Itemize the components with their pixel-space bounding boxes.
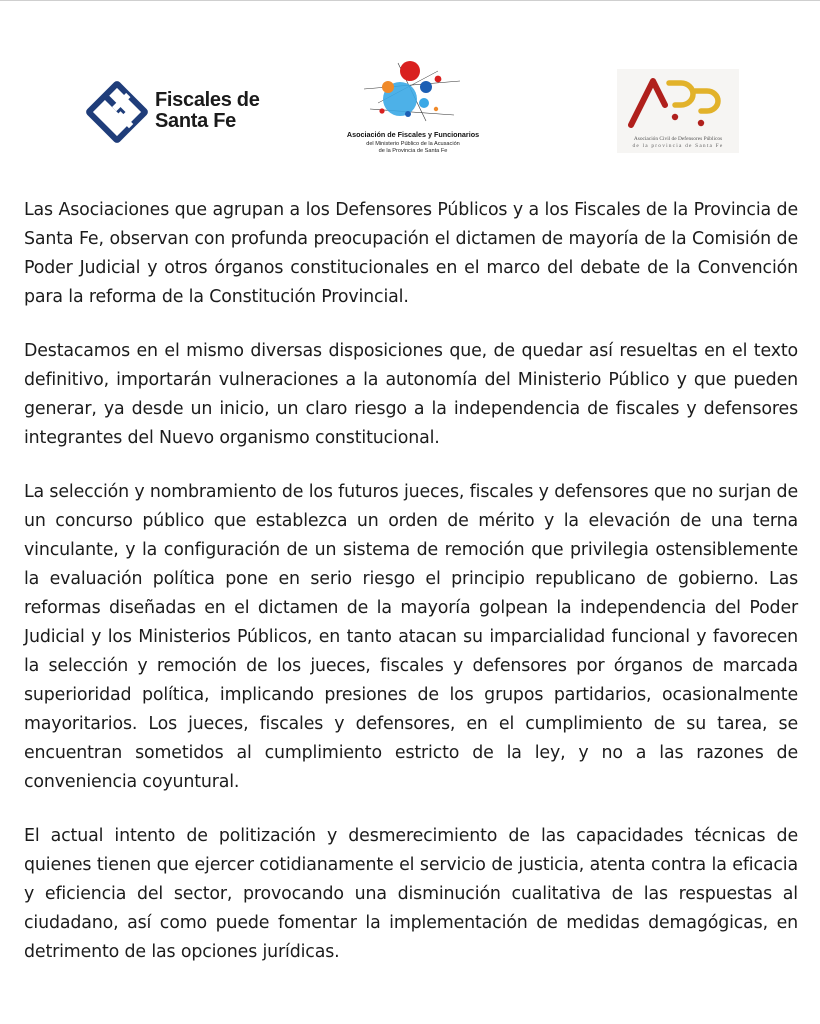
adp-monogram-icon: [623, 73, 733, 131]
asociacion-bubbles-icon: [358, 59, 468, 125]
fiscales-logo-line1: Fiscales de: [155, 89, 260, 111]
asociacion-logo-line2: del Ministerio Público de la Acusación: [366, 141, 460, 147]
fiscales-santa-fe-logo: [86, 81, 276, 141]
statement-body: [24, 196, 798, 992]
logo-header: [0, 55, 820, 165]
top-rule: [0, 0, 820, 1]
fiscales-logo-line2: Santa Fe: [155, 110, 236, 132]
defensores-publicos-logo: [617, 69, 739, 153]
paragraph-3: La selección y nombramiento de los futuros jueces, fiscales y defensores que no surjan de un concurso público que establezca un orden de mérito y la elevación de una terna vinculante, y la configuración de un sistema de remoción que privilegia ostensiblemente la evaluación política pone en serio riesgo el principio republicano de gobierno. Las reformas diseñadas en el dictamen de la mayoría golpean la independencia del Poder Judicial y los Ministerios Públicos, en tanto atacan su imparcialidad funcional y favorecen la selección y remoción de los jueces, fiscales y defensores por órganos de marcada superioridad política, implicando presiones de los grupos partidarios, ocasionalmente mayoritarios. Los jueces, fiscales y defensores, en el cumplimiento de su tarea, se encuentran sometidos al cumplimiento estricto de la ley, y no a las razones de conveniencia coyuntural.: [24, 482, 798, 792]
asociacion-logo-line3: de la Provincia de Santa Fe: [378, 148, 448, 154]
adp-logo-line2: de la provincia de Santa Fe: [632, 143, 724, 149]
paragraph-2: Destacamos en el mismo diversas disposiciones que, de quedar así resueltas en el texto definitivo, importarán vulneraciones a la autonomía del Ministerio Público y que pueden generar, ya desde un inicio, un claro riesgo a la independencia de fiscales y defensores integrantes del Nuevo organismo constitucional.: [24, 341, 798, 448]
fiscales-logo-text: [155, 90, 260, 132]
asociacion-logo-line1: Asociación de Fiscales y Funcionarios: [346, 130, 480, 139]
fiscales-emblem-icon: [86, 81, 148, 143]
paragraph-1: Las Asociaciones que agrupan a los Defensores Públicos y a los Fiscales de la Provincia de Santa Fe, observan con profunda preocupación el dictamen de mayoría de la Comisión de Poder Judicial y otros órganos constitucionales en el marco del debate de la Convención para la reforma de la Constitución Provincial.: [24, 200, 798, 307]
asociacion-fiscales-logo: [338, 59, 488, 163]
paragraph-4: El actual intento de politización y desmerecimiento de las capacidades técnicas de quienes tienen que ejercer cotidianamente el servicio de justicia, atenta contra la eficacia y eficiencia del sector, provocando una disminución cualitativa de las respuestas al ciudadano, así como puede fomentar la implementación de medidas demagógicas, en detrimento de las opciones jurídicas.: [24, 826, 798, 962]
adp-logo-line1: Asociación Civil de Defensores Públicos: [633, 136, 723, 142]
